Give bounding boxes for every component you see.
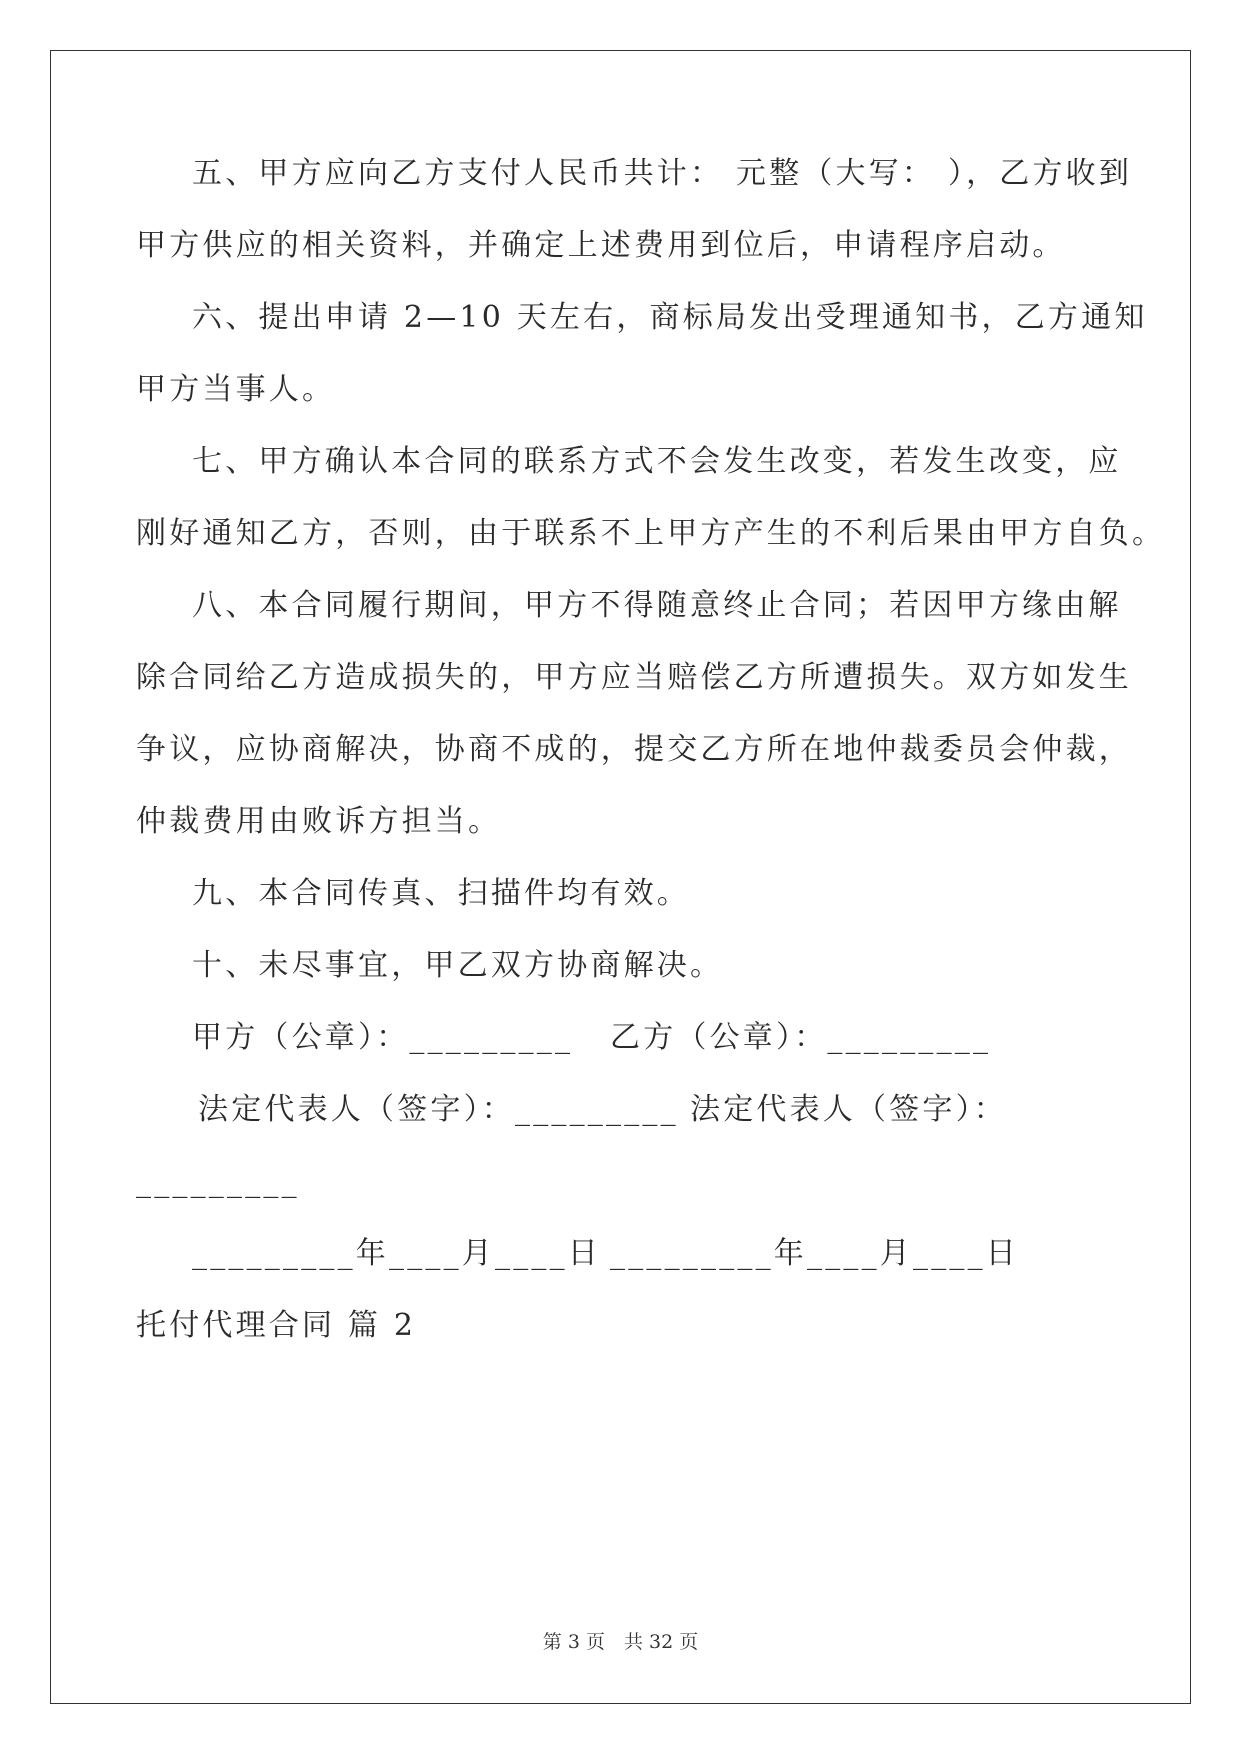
clause-7-line-2: 刚好通知乙方，否则，由于联系不上甲方产生的不利后果由甲方自负。 — [136, 516, 1166, 551]
clause-8-line-3: 争议，应协商解决，协商不成的，提交乙方所在地仲裁委员会仲裁， — [136, 732, 1132, 767]
clause-5-line-2: 甲方供应的相关资料，并确定上述费用到位后，申请程序启动。 — [136, 228, 1066, 263]
page-footer: 第 3 页 共 32 页 — [542, 1631, 699, 1653]
party-a-representative: 法定代表人（签字）：_________ — [198, 1092, 679, 1127]
date-party-a: _________年____月____日 — [192, 1236, 601, 1271]
party-a-seal: 甲方（公章）：_________ — [192, 1020, 574, 1055]
clause-7-line-1: 七、甲方确认本合同的联系方式不会发生改变，若发生改变，应 — [192, 444, 1122, 479]
party-b-representative: 法定代表人（签字）： — [690, 1092, 1007, 1127]
clause-8-line-2: 除合同给乙方造成损失的，甲方应当赔偿乙方所遭损失。双方如发生 — [136, 660, 1132, 695]
clause-8-line-1: 八、本合同履行期间，甲方不得随意终止合同；若因甲方缘由解 — [192, 588, 1122, 623]
clause-10: 十、未尽事宜，甲乙双方协商解决。 — [192, 948, 724, 983]
clause-8-line-4: 仲裁费用由败诉方担当。 — [136, 804, 502, 839]
clause-6-line-2: 甲方当事人。 — [136, 372, 336, 407]
next-contract-title: 托付代理合同 篇 2 — [136, 1308, 417, 1343]
clause-5-line-1: 五、甲方应向乙方支付人民币共计： 元整（大写： ），乙方收到 — [192, 156, 1133, 191]
party-b-representative-blank: _________ — [136, 1164, 300, 1199]
party-b-seal: 乙方（公章）：_________ — [610, 1020, 992, 1055]
clause-9: 九、本合同传真、扫描件均有效。 — [192, 876, 690, 911]
date-party-b: _________年____月____日 — [610, 1236, 1019, 1271]
clause-6-line-1: 六、提出申请 2—10 天左右，商标局发出受理通知书，乙方通知 — [192, 300, 1148, 335]
